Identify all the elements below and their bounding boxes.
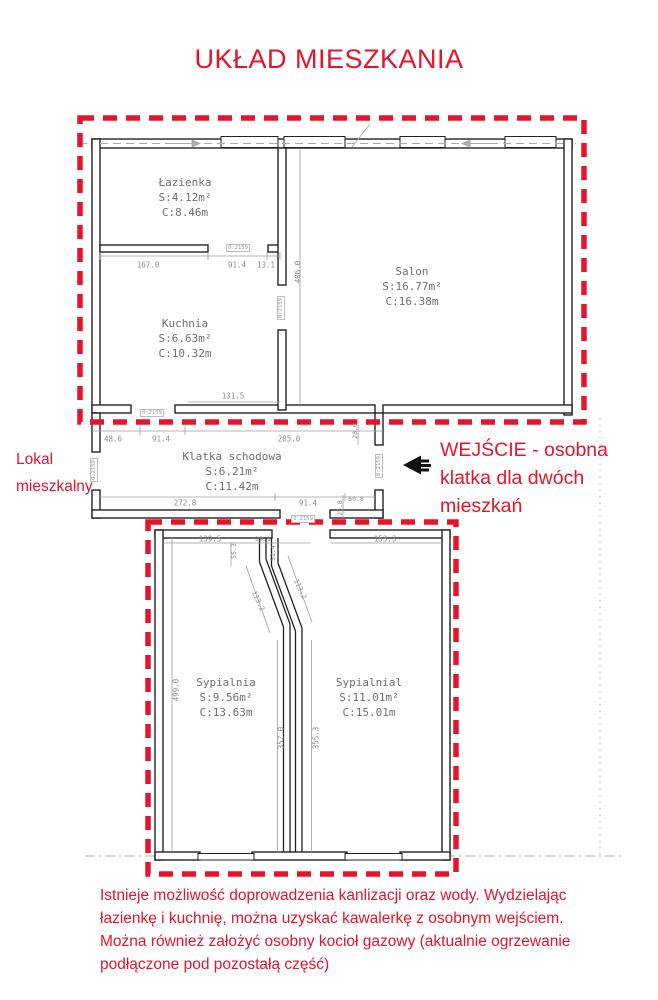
room-label-salon [382, 264, 442, 309]
room-label-line: Sypialnia [196, 676, 256, 689]
room-label-line: C:10.32m [158, 347, 212, 360]
dimension-label: 167.0 [136, 260, 160, 270]
dimension-label: 25.8 [336, 500, 344, 516]
room-label-line: S:4.12m² [158, 191, 212, 204]
room-label-line: Kuchnia [161, 317, 209, 330]
dimension-label: 48.6 [103, 434, 123, 444]
dimension-label: 139.5 [198, 534, 222, 544]
room-label-line: Klatka schodowa [182, 450, 282, 463]
footer-note: Istnieje możliwość doprowadzenia kanlizacji oraz wody. Wydzielając łazienkę i kuchnię, można uzyskać kawalerkę z osobnym wejściem. Można również założyć osobny kocioł gazowy (aktualnie ogrzewanie podłączone pod pozostałą część) [100, 887, 571, 973]
dimension-label: 55.3 [230, 543, 238, 559]
room-label-line: C:16.38m [385, 295, 439, 308]
room-label-line: Salon [395, 265, 429, 278]
dimension-label: 29.1 [255, 535, 271, 543]
door-size-label: 0:2159 [228, 245, 248, 251]
dimension-label: 60.8 [348, 495, 364, 503]
door-size-label: 0:2159 [278, 298, 284, 318]
room-label-line: S:9.56m² [199, 691, 253, 704]
dimension-label: 285.0 [277, 434, 301, 444]
room-label-line: C:15.01m [342, 706, 396, 719]
entrance-note: WEJŚCIE - osobna klatka dla dwóch mieszkań [440, 439, 608, 517]
dimension-label: 499.0 [171, 678, 181, 702]
room-label-kuchnia [159, 316, 212, 361]
room-label-line: S:11.01m² [339, 691, 399, 704]
dimension-label: 28.0 [351, 423, 359, 439]
dimension-label: 355.3 [311, 726, 321, 750]
room-label--azienka [159, 175, 212, 220]
dimension-label: 113.2 [291, 577, 309, 601]
room-label-line: C:13.63m [199, 706, 253, 719]
dimension-label: 52.4 [269, 545, 277, 561]
door-size-label: 0:2159 [376, 456, 382, 476]
room-label-line: C:8.46m [161, 206, 209, 219]
dimension-label: 272.8 [173, 498, 197, 508]
room-label-line: C:11.42m [205, 480, 259, 493]
room-label-klatka-schodowa [182, 449, 281, 494]
room-label-line: S:6.63m² [158, 332, 212, 345]
lokal-mieszkalny-note: Lokal mieszkalny [16, 451, 93, 495]
door-size-label: 0:2159 [91, 460, 97, 480]
dimension-label: 352.0 [276, 726, 286, 750]
dimension-label: 131.5 [221, 391, 245, 401]
dimension-label: 91.4 [227, 260, 247, 270]
dimension-label: 406.0 [293, 260, 303, 284]
page-title: UKŁAD MIESZKANIA [194, 44, 464, 74]
room-label-line: Sypialnial [335, 676, 403, 689]
dimension-label: 91.4 [298, 498, 318, 508]
room-label-line: S:6.21m² [205, 465, 259, 478]
room-label-line: S:16.77m² [382, 280, 442, 293]
dimension-label: 91.4 [151, 434, 171, 444]
room-label-sypialnial [336, 675, 402, 720]
dimension-label: 13.1 [256, 260, 276, 270]
room-label-sypialnia [196, 675, 256, 720]
room-label-line: Łazienka [158, 176, 212, 189]
dimension-label: 153.3 [373, 534, 397, 544]
door-size-label: 0:2159 [293, 516, 313, 522]
door-size-label: 0:2159 [142, 410, 162, 416]
dimension-label: 113.2 [249, 589, 267, 613]
